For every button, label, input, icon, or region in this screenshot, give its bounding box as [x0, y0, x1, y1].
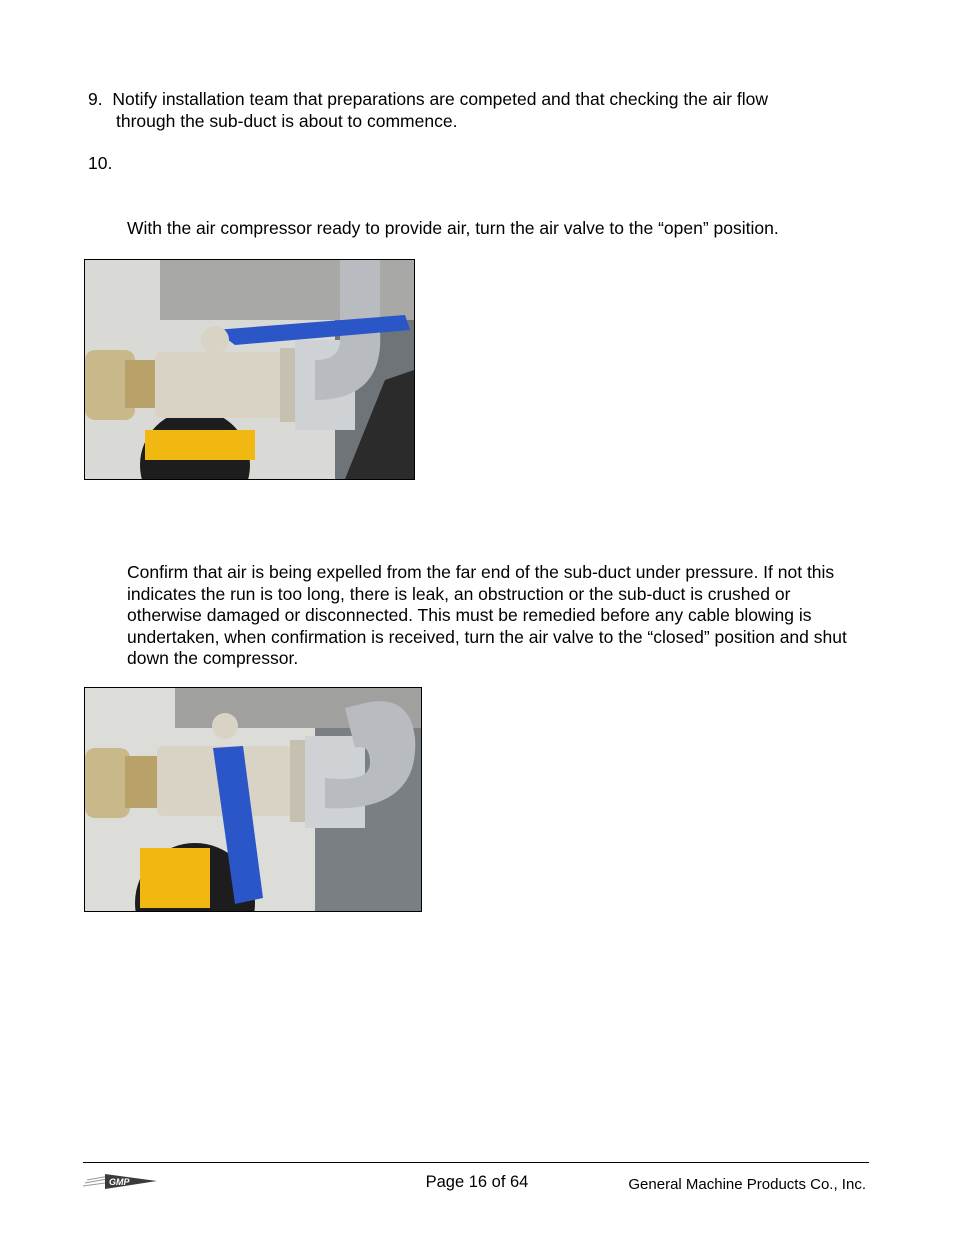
valve-open-photo: [84, 259, 415, 480]
company-name: General Machine Products Co., Inc.: [628, 1176, 866, 1193]
step-9-text-line1: Notify installation team that preparations are competed and that checking the air flow: [112, 89, 768, 109]
confirm-air-paragraph: Confirm that air is being expelled from the far end of the sub-duct under pressure. If not this indicates the run is too long, there is leak, an obstruction or the sub-duct is crushed or otherwise damaged or disconnected. This must be remedied before any cable blowing is undertaken, when confirmation is received, turn the air valve to the “closed” position and shut down the compressor.: [127, 562, 847, 668]
step-9: [88, 89, 848, 132]
page-number: Page 16 of 64: [425, 1173, 529, 1191]
logo-text: GMP: [109, 1177, 130, 1187]
valve-closed-photo: [84, 687, 422, 912]
step-9-text-line2: through the sub-duct is about to commence.: [116, 110, 458, 131]
open-valve-paragraph: With the air compressor ready to provide air, turn the air valve to the “open” position.: [127, 218, 779, 238]
step-9-number: 9.: [88, 89, 103, 109]
step-10-number: 10.: [88, 153, 113, 173]
footer-rule: [83, 1162, 869, 1163]
